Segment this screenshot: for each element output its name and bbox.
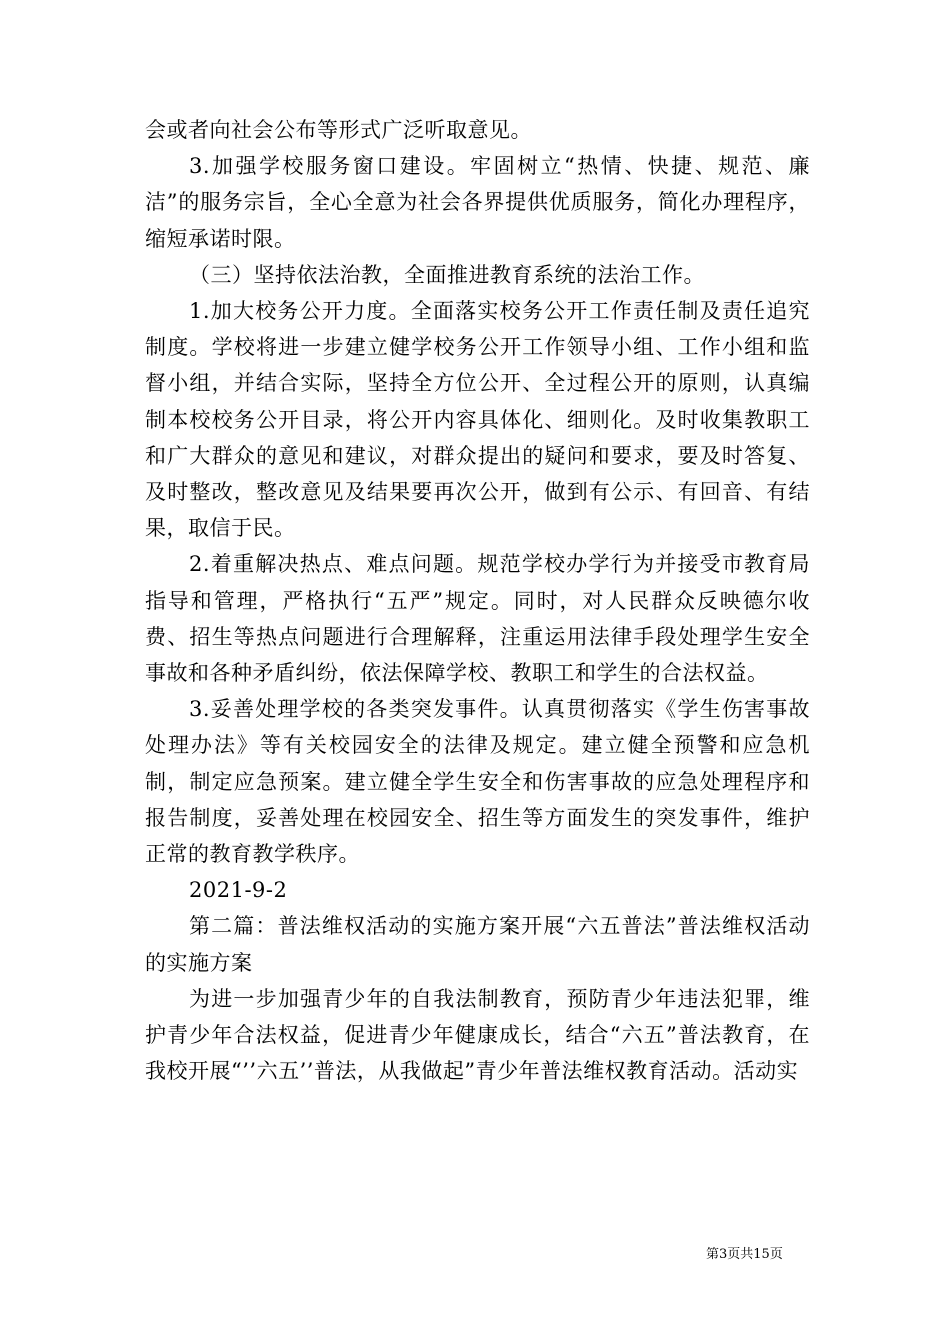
page-body — [145, 112, 810, 1089]
paragraph-2: 3.加强学校服务窗口建设。牢固树立“热情、快捷、规范、廉洁”的服务宗旨，全心全意为社会各界提供优质服务，简化办理程序，缩短承诺时限。 — [145, 154, 810, 251]
paragraph-6: 3.妥善处理学校的各类突发事件。认真贯彻落实《学生伤害事故处理办法》等有关校园安全的法律及规定。建立健全预警和应急机制，制定应急预案。建立健全学生安全和伤害事故的应急处理程序和报告制度，妥善处理在校园安全、招生等方面发生的突发事件，维护正常的教育教学秩序。 — [145, 697, 810, 867]
paragraph-5: 2.着重解决热点、难点问题。规范学校办学行为并接受市教育局指导和管理，严格执行“五严”规定。同时，对人民群众反映德尔收费、招生等热点问题进行合理解释，注重运用法律手段处理学生安全事故和各种矛盾纠纷，依法保障学校、教职工和学生的合法权益。 — [145, 552, 810, 686]
section-heading-3: （三）坚持依法治教，全面推进教育系统的法治工作。 — [189, 262, 705, 287]
paragraph-9: 为进一步加强青少年的自我法制教育，预防青少年违法犯罪，维护青少年合法权益，促进青少年健康成长，结合“六五”普法教育，在我校开展“’’六五’’普法，从我做起”青少年普法维权教育活动。活动实 — [145, 986, 810, 1084]
second-article-title: 第二篇：普法维权活动的实施方案开展“六五普法”普法维权活动的实施方案 — [145, 914, 810, 975]
page-number-footer: 第3页共15页 — [706, 1247, 783, 1262]
paragraph-4: 1.加大校务公开力度。全面落实校务公开工作责任制及责任追究制度。学校将进一步建立健学校务公开工作领导小组、工作小组和监督小组，并结合实际，坚持全方位公开、全过程公开的原则，认真编制本校校务公开目录，将公开内容具体化、细则化。及时收集教职工和广大群众的意见和建议，对群众提出的疑问和要求，要及时答复、及时整改，整改意见及结果要再次公开，做到有公示、有回音、有结果，取信于民。 — [145, 299, 810, 541]
paragraph-1: 会或者向社会公布等形式广泛听取意见。 — [145, 118, 532, 142]
date-line: 2021-9-2 — [189, 878, 288, 903]
